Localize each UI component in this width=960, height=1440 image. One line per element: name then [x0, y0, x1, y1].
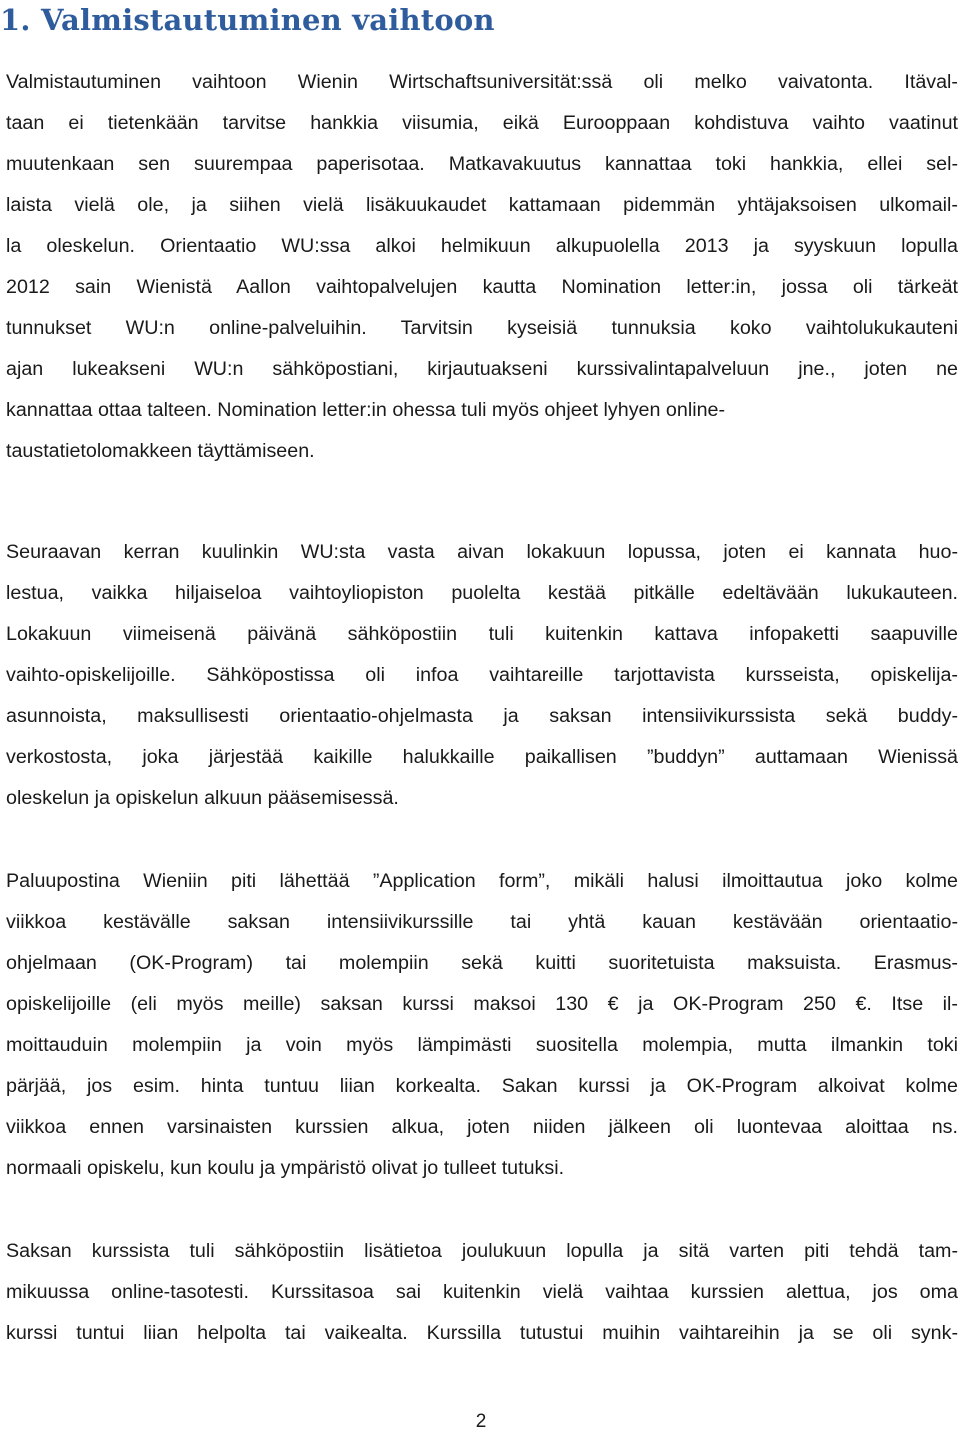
- paragraph-line: kurssi tuntui liian helpolta tai vaikealta. Kurssilla tutustui muihin vaihtareihin ja se oli synk-: [6, 1322, 958, 1344]
- paragraph-line: mikuussa online-tasotesti. Kurssitasoa sai kuitenkin vielä vaihtaa kurssien alettua, jos oma: [6, 1281, 958, 1303]
- section-heading: 1. Valmistautuminen vaihtoon: [0, 3, 495, 37]
- paragraph-line: viikkoa ennen varsinaisten kurssien alkua, joten niiden jälkeen oli luontevaa aloittaa ns.: [6, 1116, 958, 1138]
- paragraph-1: [6, 62, 958, 472]
- paragraph-line: taustatietolomakkeen täyttämiseen.: [6, 440, 315, 462]
- paragraph-line: ajan lukeakseni WU:n sähköpostiani, kirjautuakseni kurssivalintapalveluun jne., joten ne: [6, 358, 958, 380]
- paragraph-line: Paluupostina Wieniin piti lähettää ”Application form”, mikäli halusi ilmoittautua joko kolme: [6, 870, 958, 892]
- paragraph-line: ohjelmaan (OK-Program) tai molempiin sekä kuitti suoritetuista maksuista. Erasmus-: [6, 952, 958, 974]
- paragraph-line: normaali opiskelu, kun koulu ja ympäristö olivat jo tulleet tutuksi.: [6, 1157, 565, 1179]
- paragraph-line: la oleskelun. Orientaatio WU:ssa alkoi helmikuun alkupuolella 2013 ja syyskuun lopulla: [6, 235, 958, 257]
- paragraph-line: kannattaa ottaa talteen. Nomination letter:in ohessa tuli myös ohjeet lyhyen online-: [6, 399, 726, 421]
- paragraph-line: moittauduin molempiin ja voin myös lämpimästi suositella molempia, mutta ilmankin toki: [6, 1034, 958, 1056]
- paragraph-line: Saksan kurssista tuli sähköpostiin lisätietoa joulukuun lopulla ja sitä varten piti tehdä tam-: [6, 1240, 958, 1262]
- paragraph-line: pärjää, jos esim. hinta tuntuu liian korkealta. Sakan kurssi ja OK-Program alkoivat kolme: [6, 1075, 958, 1097]
- paragraph-4: [6, 1231, 958, 1354]
- paragraph-line: lestua, vaikka hiljaiseloa vaihtoyliopiston puolelta kestää pitkälle edeltävään lukukauteen.: [6, 582, 958, 604]
- paragraph-line: viikkoa kestävälle saksan intensiivikurssille tai yhtä kauan kestävään orientaatio-: [6, 911, 958, 933]
- paragraph-line: 2012 sain Wienistä Aallon vaihtopalvelujen kautta Nomination letter:in, jossa oli tärkeät: [6, 276, 958, 298]
- paragraph-line: taan ei tietenkään tarvitse hankkia viisumia, eikä Eurooppaan kohdistuva vaihto vaatinut: [6, 112, 958, 134]
- paragraph-line: oleskelun ja opiskelun alkuun pääsemisessä.: [6, 787, 399, 809]
- paragraph-line: opiskelijoille (eli myös meille) saksan kurssi maksoi 130 € ja OK-Program 250 €. Itse il-: [6, 993, 958, 1015]
- page-number-text: 2: [475, 1411, 487, 1432]
- paragraph-line: Lokakuun viimeisenä päivänä sähköpostiin tuli kuitenkin kattava infopaketti saapuville: [6, 623, 958, 645]
- paragraph-line: Seuraavan kerran kuulinkin WU:sta vasta aivan lokakuun lopussa, joten ei kannata huo-: [6, 541, 958, 563]
- paragraph-2: [6, 532, 958, 819]
- paragraph-line: laista vielä ole, ja siihen vielä lisäkuukaudet kattamaan pidemmän yhtäjaksoisen ulkomail-: [6, 194, 958, 216]
- paragraph-line: asunnoista, maksullisesti orientaatio-ohjelmasta ja saksan intensiivikurssista sekä buddy-: [6, 705, 958, 727]
- paragraph-line: Valmistautuminen vaihtoon Wienin Wirtschaftsuniversität:ssä oli melko vaivatonta. Itäval-: [6, 71, 958, 93]
- paragraph-line: tunnukset WU:n online-palveluihin. Tarvitsin kyseisiä tunnuksia koko vaihtolukukauteni: [6, 317, 958, 339]
- paragraph-line: vaihto-opiskelijoille. Sähköpostissa oli infoa vaihtareille tarjottavista kursseista, opiskelija-: [6, 664, 958, 686]
- paragraph-3: [6, 861, 958, 1189]
- paragraph-line: verkostosta, joka järjestää kaikille halukkaille paikallisen ”buddyn” auttamaan Wienissä: [6, 746, 958, 768]
- page-number: [0, 1410, 960, 1434]
- paragraph-line: muutenkaan sen suurempaa paperisotaa. Matkavakuutus kannattaa toki hankkia, ellei sel-: [6, 153, 958, 175]
